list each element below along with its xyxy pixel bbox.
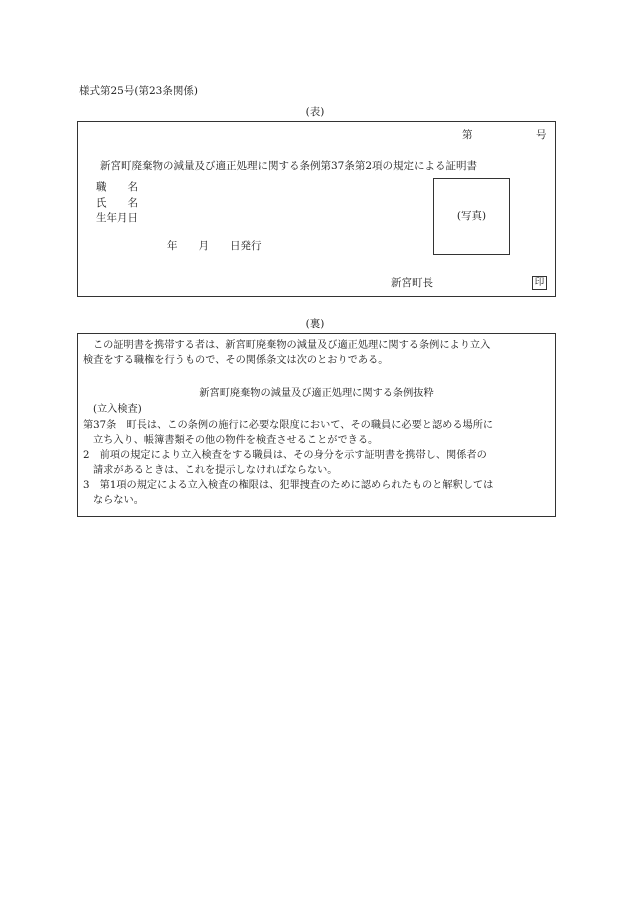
certificate-title: 新宮町廃棄物の減量及び適正処理に関する条例第37条第2項の規定による証明書 [100,160,478,172]
intro-line-2: 検査をする職権を行うもので、その関係条文は次のとおりである。 [83,355,389,366]
number-prefix: 第 [462,129,473,141]
article-37-item-3 [83,478,553,508]
field-name: 氏 名 [96,197,138,209]
certificate-front [77,121,556,297]
item-3-line-2: ならない。 [93,495,144,506]
photo-label: (写真) [456,210,487,223]
intro-paragraph [83,338,553,368]
item-2-line-1: 2 前項の規定により立入検査をする職員は、その身分を示す証明書を携帯し、関係者の [83,450,487,461]
article-37-item-2 [83,448,553,478]
issue-date: 年 月 日発行 [167,240,262,252]
front-side-label: (表) [305,106,325,118]
intro-line-1: この証明書を携帯する者は、新宮町廃棄物の減量及び適正処理に関する条例により立入 [93,340,491,351]
back-side-label: (裏) [305,318,325,330]
form-label: 様式第25号(第23条関係) [79,85,198,97]
issuer: 新宮町長 [391,277,433,289]
field-position: 職 名 [96,181,138,193]
field-birthdate: 生年月日 [96,212,138,224]
number-suffix: 号 [536,129,547,141]
certificate-back [77,333,556,517]
article-37 [83,418,553,448]
excerpt-title: 新宮町廃棄物の減量及び適正処理に関する条例抜粋 [199,388,434,399]
article-37-line-1: 第37条 町長は、この条例の施行に必要な限度において、その職員に必要と認める場所に [83,420,494,431]
seal-mark: 印 [532,276,547,290]
article-caption: (立入検査) [93,404,142,415]
photo-box [433,178,510,255]
item-3-line-1: 3 第1項の規定による立入検査の権限は、犯罪捜査のために認められたものと解釈しては [83,480,494,491]
item-2-line-2: 請求があるときは、これを提示しなければならない。 [93,465,338,476]
article-37-line-2: 立ち入り、帳簿書類その他の物件を検査させることができる。 [93,435,379,446]
